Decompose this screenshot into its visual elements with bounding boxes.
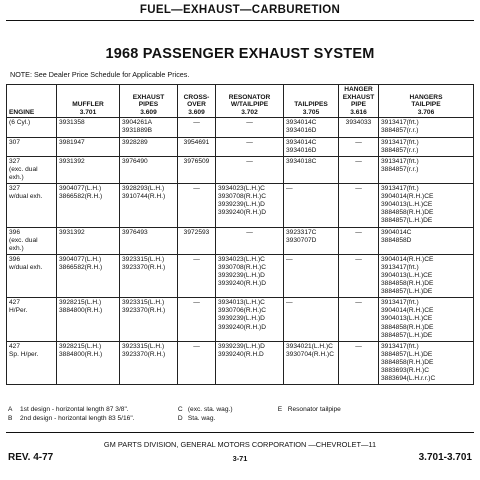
cell-line: 327 [9, 157, 21, 165]
cell-line: OVER [187, 101, 206, 109]
table-cell [284, 341, 339, 384]
cell-line: — [246, 157, 253, 165]
cell-line: 3884858(R.H.)DE [381, 358, 434, 366]
cell-line: 3913417(frt.) [381, 185, 419, 193]
cell-line: Sp. H/per. [9, 350, 39, 358]
cell-line: 3.609 [188, 108, 205, 116]
cell-line: 3884858(R.H.)DE [381, 323, 434, 331]
cell-line: 3883693(R.H.)C [381, 367, 430, 374]
table-cell [120, 156, 178, 183]
cell-line: — [355, 299, 362, 307]
cell-line: — [246, 138, 253, 146]
legend-text: (exc. sta. wag.) [187, 406, 233, 413]
table-cell [339, 227, 379, 254]
cell-line: 427 [9, 342, 21, 350]
table-cell [57, 137, 120, 156]
table-cell [216, 137, 284, 156]
footer-rule [6, 432, 474, 433]
table-cell [379, 184, 474, 227]
cell-line: — [355, 185, 362, 193]
table-row [7, 118, 474, 137]
table-cell [379, 137, 474, 156]
cell-line: — [286, 255, 293, 263]
cell-line: 3930708(R.H.)C [218, 263, 267, 271]
cell-line: 3934014C [286, 119, 317, 127]
cell-line: 3931358 [59, 119, 85, 127]
table-row [7, 227, 474, 254]
table-cell [7, 137, 57, 156]
cell-line: 3904013(L.H.)CE [381, 315, 433, 323]
cell-line: 3904077(L.H.) [59, 185, 102, 193]
revision-label: REV. 4-77 [8, 452, 54, 463]
cell-line: 3.706 [417, 108, 435, 116]
table-cell [379, 227, 474, 254]
table-cell [57, 156, 120, 183]
page-number: 3-71 [232, 454, 248, 463]
cell-line: (exc. dual [9, 236, 38, 244]
cell-line: HANGER [344, 86, 373, 93]
table-cell [57, 341, 120, 384]
section-reference: 3.701-3.701 [418, 452, 472, 463]
legend-line-1 [8, 405, 341, 414]
table-cell [284, 254, 339, 297]
cell-line: 3928289 [122, 138, 148, 146]
table-row [7, 156, 474, 183]
cell-line: EXHAUST [132, 93, 165, 101]
table-cell [178, 118, 216, 137]
cell-line: 3930704(R.H.)C [286, 350, 335, 358]
table-cell [120, 254, 178, 297]
cell-line: — [355, 342, 362, 350]
header-rule [6, 20, 474, 21]
table-row [7, 137, 474, 156]
cell-line: — [355, 157, 362, 165]
cell-line: 3934018C [286, 157, 317, 165]
table-cell [284, 118, 339, 137]
cell-line: 3939239(L.H.)D [218, 315, 265, 323]
cell-line: PIPE [350, 101, 367, 109]
table-cell [339, 298, 379, 341]
table-cell [120, 137, 178, 156]
cell-line: — [286, 299, 293, 307]
table-cell [339, 118, 379, 137]
table-cell [216, 118, 284, 137]
cell-line: — [193, 255, 200, 263]
column-header [379, 85, 474, 118]
cell-line: 3884858(R.H.)DE [381, 280, 434, 288]
cell-line: CROSS- [183, 93, 210, 101]
cell-line: 3884857(L.H.)DE [381, 217, 433, 225]
cell-line: 3939240(R.H.)D [218, 323, 267, 331]
cell-line: 396 [9, 255, 21, 263]
table-cell [57, 184, 120, 227]
table-cell [7, 184, 57, 227]
table-cell [216, 341, 284, 384]
cell-line: RESONATOR [228, 93, 271, 101]
legend-key: C [177, 406, 183, 413]
table-cell [120, 341, 178, 384]
table-cell [120, 298, 178, 341]
cell-line: 3.702 [241, 108, 258, 116]
table-cell [7, 254, 57, 297]
legend-key: E [277, 406, 283, 413]
table-cell [178, 254, 216, 297]
cell-line: 3931889B [122, 127, 153, 135]
cell-line: 3934014C [286, 138, 317, 146]
column-header [120, 85, 178, 118]
cell-line: — [286, 185, 293, 193]
cell-line: 3904077(L.H.) [59, 255, 102, 263]
table-cell [339, 254, 379, 297]
table-cell [216, 184, 284, 227]
legend-key: B [8, 415, 13, 422]
table-cell [284, 137, 339, 156]
cell-line: 3923315(L.H.) [122, 342, 165, 350]
table-cell [216, 156, 284, 183]
cell-line: 396 [9, 228, 21, 236]
cell-line: 3.705 [302, 108, 320, 116]
column-header [7, 85, 57, 118]
cell-line: 3904014(R.H.)CE [381, 307, 434, 315]
legend-text: 2nd design - horizontal length 83 5/16". [20, 415, 135, 422]
table-cell [7, 227, 57, 254]
column-header [57, 85, 120, 118]
table-cell [379, 298, 474, 341]
column-header [339, 85, 379, 118]
cell-line: 3928215(L.H.) [59, 342, 102, 350]
table-cell [379, 254, 474, 297]
table-cell [57, 227, 120, 254]
cell-line: 3923315(L.H.) [122, 299, 165, 307]
cell-line: 3934023(L.H.)C [218, 255, 265, 263]
cell-line: 3866582(R.H.) [59, 263, 103, 271]
cell-line: 3930707D [286, 236, 317, 244]
cell-line: 3976490 [122, 157, 148, 165]
cell-line: 3904014C [381, 228, 412, 236]
table-row [7, 298, 474, 341]
cell-line: 3923317C [286, 228, 317, 236]
cell-line: 3923370(R.H.) [122, 307, 166, 315]
table-cell [216, 254, 284, 297]
table-row [7, 184, 474, 227]
cell-line: 327 [9, 185, 21, 193]
table-cell [216, 227, 284, 254]
table-row [7, 341, 474, 384]
table-cell [178, 137, 216, 156]
cell-line: 3939240(R.H.D [218, 350, 264, 358]
cell-line: — [246, 119, 253, 127]
cell-line: — [193, 342, 200, 350]
cell-line: 3931392 [59, 157, 85, 165]
cell-line: 3884858D [381, 236, 412, 244]
cell-line: — [193, 299, 200, 307]
table-cell [178, 184, 216, 227]
cell-line: 3934016D [286, 146, 317, 154]
cell-line: 3931392 [59, 228, 85, 236]
footer-division: GM PARTS DIVISION, GENERAL MOTORS CORPORATION —CHEVROLET—11 [103, 440, 377, 449]
exhaust-parts-table [6, 84, 474, 385]
cell-line: w/dual exh. [9, 263, 43, 271]
cell-line: — [193, 185, 200, 193]
cell-line: 3976509 [183, 157, 210, 165]
table-cell [178, 156, 216, 183]
cell-line: — [355, 138, 362, 146]
table-cell [379, 156, 474, 183]
table-cell [339, 341, 379, 384]
cell-line: — [355, 255, 362, 263]
table-cell [216, 298, 284, 341]
cell-line: 3923370(R.H.) [122, 263, 166, 271]
cell-line: 3913417(frt.) [381, 342, 419, 350]
legend-text: Sta. wag. [187, 415, 216, 422]
cell-line: 3.701 [79, 108, 97, 116]
cell-line: EXHAUST [342, 93, 375, 101]
column-header [178, 85, 216, 118]
table-cell [339, 137, 379, 156]
cell-line: 3928215(L.H.) [59, 299, 102, 307]
cell-line: TAILPIPES [294, 101, 328, 109]
table-cell [7, 298, 57, 341]
cell-line: W/TAILPIPE [230, 101, 269, 109]
cell-line: 3883694(L.H.r.r.)C [381, 375, 436, 383]
cell-line: 3913417(frt.) [381, 138, 419, 146]
cell-line: HANGERS [409, 93, 443, 101]
cell-line: 3972593 [183, 228, 210, 236]
table-cell [339, 184, 379, 227]
cell-line: 3884857(r.r.) [381, 127, 419, 135]
cell-line: MUFFLER [72, 101, 104, 109]
cell-line: exh.) [9, 173, 24, 181]
cell-line: 307 [9, 138, 21, 146]
cell-line: 3904261A [122, 119, 153, 127]
cell-line: TAILPIPE [411, 101, 441, 109]
column-header [216, 85, 284, 118]
table-cell [178, 298, 216, 341]
legend-text: 1st design - horizontal length 87 3/8". [20, 406, 129, 413]
table-cell [284, 298, 339, 341]
table-cell [7, 341, 57, 384]
cell-line: (6 Cyl.) [9, 119, 31, 127]
table-body [7, 118, 474, 385]
cell-line: 3981947 [59, 138, 85, 146]
table-cell [57, 254, 120, 297]
cell-line: 3884858(R.H.)DE [381, 209, 434, 217]
cell-line: 3939240(R.H.)D [218, 280, 267, 288]
table-cell [379, 341, 474, 384]
table-cell [7, 118, 57, 137]
cell-line: 3934021(L.H.)C [286, 342, 333, 350]
cell-line: 3904013(L.H.)CE [381, 271, 433, 279]
table-cell [284, 184, 339, 227]
cell-line: 3939239(L.H.)D [218, 201, 265, 209]
cell-line: w/dual exh. [9, 193, 43, 201]
cell-line: H/Per. [9, 307, 28, 315]
table-cell [7, 156, 57, 183]
table-row [7, 254, 474, 297]
table-cell [57, 118, 120, 137]
column-header [284, 85, 339, 118]
cell-line: 3884800(R.H.) [59, 307, 103, 315]
legend-text: Resonator tailpipe [287, 406, 341, 413]
cell-line: 3884857(r.r.) [381, 165, 419, 173]
cell-line: 3904013(L.H.)CE [381, 201, 433, 209]
cell-line: — [246, 228, 253, 236]
cell-line: 3934023(L.H.)C [218, 185, 265, 193]
cell-line: 427 [9, 299, 21, 307]
cell-line: — [355, 228, 362, 236]
cell-line: 3934016D [286, 127, 317, 135]
legend-key: A [8, 406, 13, 413]
table-cell [339, 156, 379, 183]
cell-line: 3976493 [122, 228, 148, 236]
cell-line: 3934033 [345, 119, 372, 127]
price-note: NOTE: See Dealer Price Schedule for Applicable Prices. [10, 70, 190, 79]
cell-line: 3954691 [183, 138, 210, 146]
cell-line: 3884857(L.H.)DE [381, 288, 433, 296]
legend-line-2 [8, 414, 341, 423]
cell-line: 3930706(R.H.)C [218, 307, 267, 315]
cell-line: 3913417(frt.) [381, 157, 419, 165]
table-cell [284, 227, 339, 254]
cell-line: 3939239(L.H.)D [218, 271, 265, 279]
table-cell [178, 227, 216, 254]
table-cell [120, 118, 178, 137]
cell-line: 3904014(R.H.)CE [381, 193, 434, 201]
table-cell [379, 118, 474, 137]
cell-line: 3934013(L.H.)C [218, 299, 265, 307]
cell-line: exh.) [9, 244, 24, 252]
cell-line: 3884857(L.H.)DE [381, 350, 433, 358]
table-cell [120, 184, 178, 227]
cell-line: 3913417(frt.) [381, 119, 419, 127]
cell-line: 3904014(R.H.)CE [381, 255, 434, 263]
cell-line: 3.616 [350, 108, 367, 116]
document-title: 1968 PASSENGER EXHAUST SYSTEM [105, 46, 375, 62]
cell-line: — [193, 119, 200, 127]
cell-line: 3939239(L.H.)D [218, 342, 265, 350]
table-header-row [7, 85, 474, 118]
cell-line: 3866582(R.H.) [59, 193, 103, 201]
cell-line: 3923315(L.H.) [122, 255, 165, 263]
cell-line: PIPES [138, 101, 159, 109]
legend-key: D [177, 415, 183, 422]
table-cell [178, 341, 216, 384]
cell-line: 3939240(R.H.)D [218, 209, 267, 217]
table-cell [284, 156, 339, 183]
cell-line: 3.609 [140, 108, 157, 116]
table-cell [120, 227, 178, 254]
cell-line: 3884800(R.H.) [59, 350, 103, 358]
cell-line: 3913417(frt.) [381, 263, 419, 271]
cell-line: 3913417(frt.) [381, 299, 419, 307]
legend [8, 405, 341, 423]
cell-line: 3884857(L.H.)DE [381, 331, 433, 339]
cell-line: 3884857(r.r.) [381, 146, 419, 154]
section-header: FUEL—EXHAUST—CARBURETION [139, 4, 341, 16]
cell-line: ENGINE [9, 108, 35, 116]
cell-line: 3928293(L.H.) [122, 185, 165, 193]
cell-line: (exc. dual [9, 165, 38, 173]
cell-line: 3923370(R.H.) [122, 350, 166, 358]
table-cell [57, 298, 120, 341]
cell-line: 3930708(R.H.)C [218, 193, 267, 201]
cell-line: 3910744(R.H.) [122, 193, 166, 201]
